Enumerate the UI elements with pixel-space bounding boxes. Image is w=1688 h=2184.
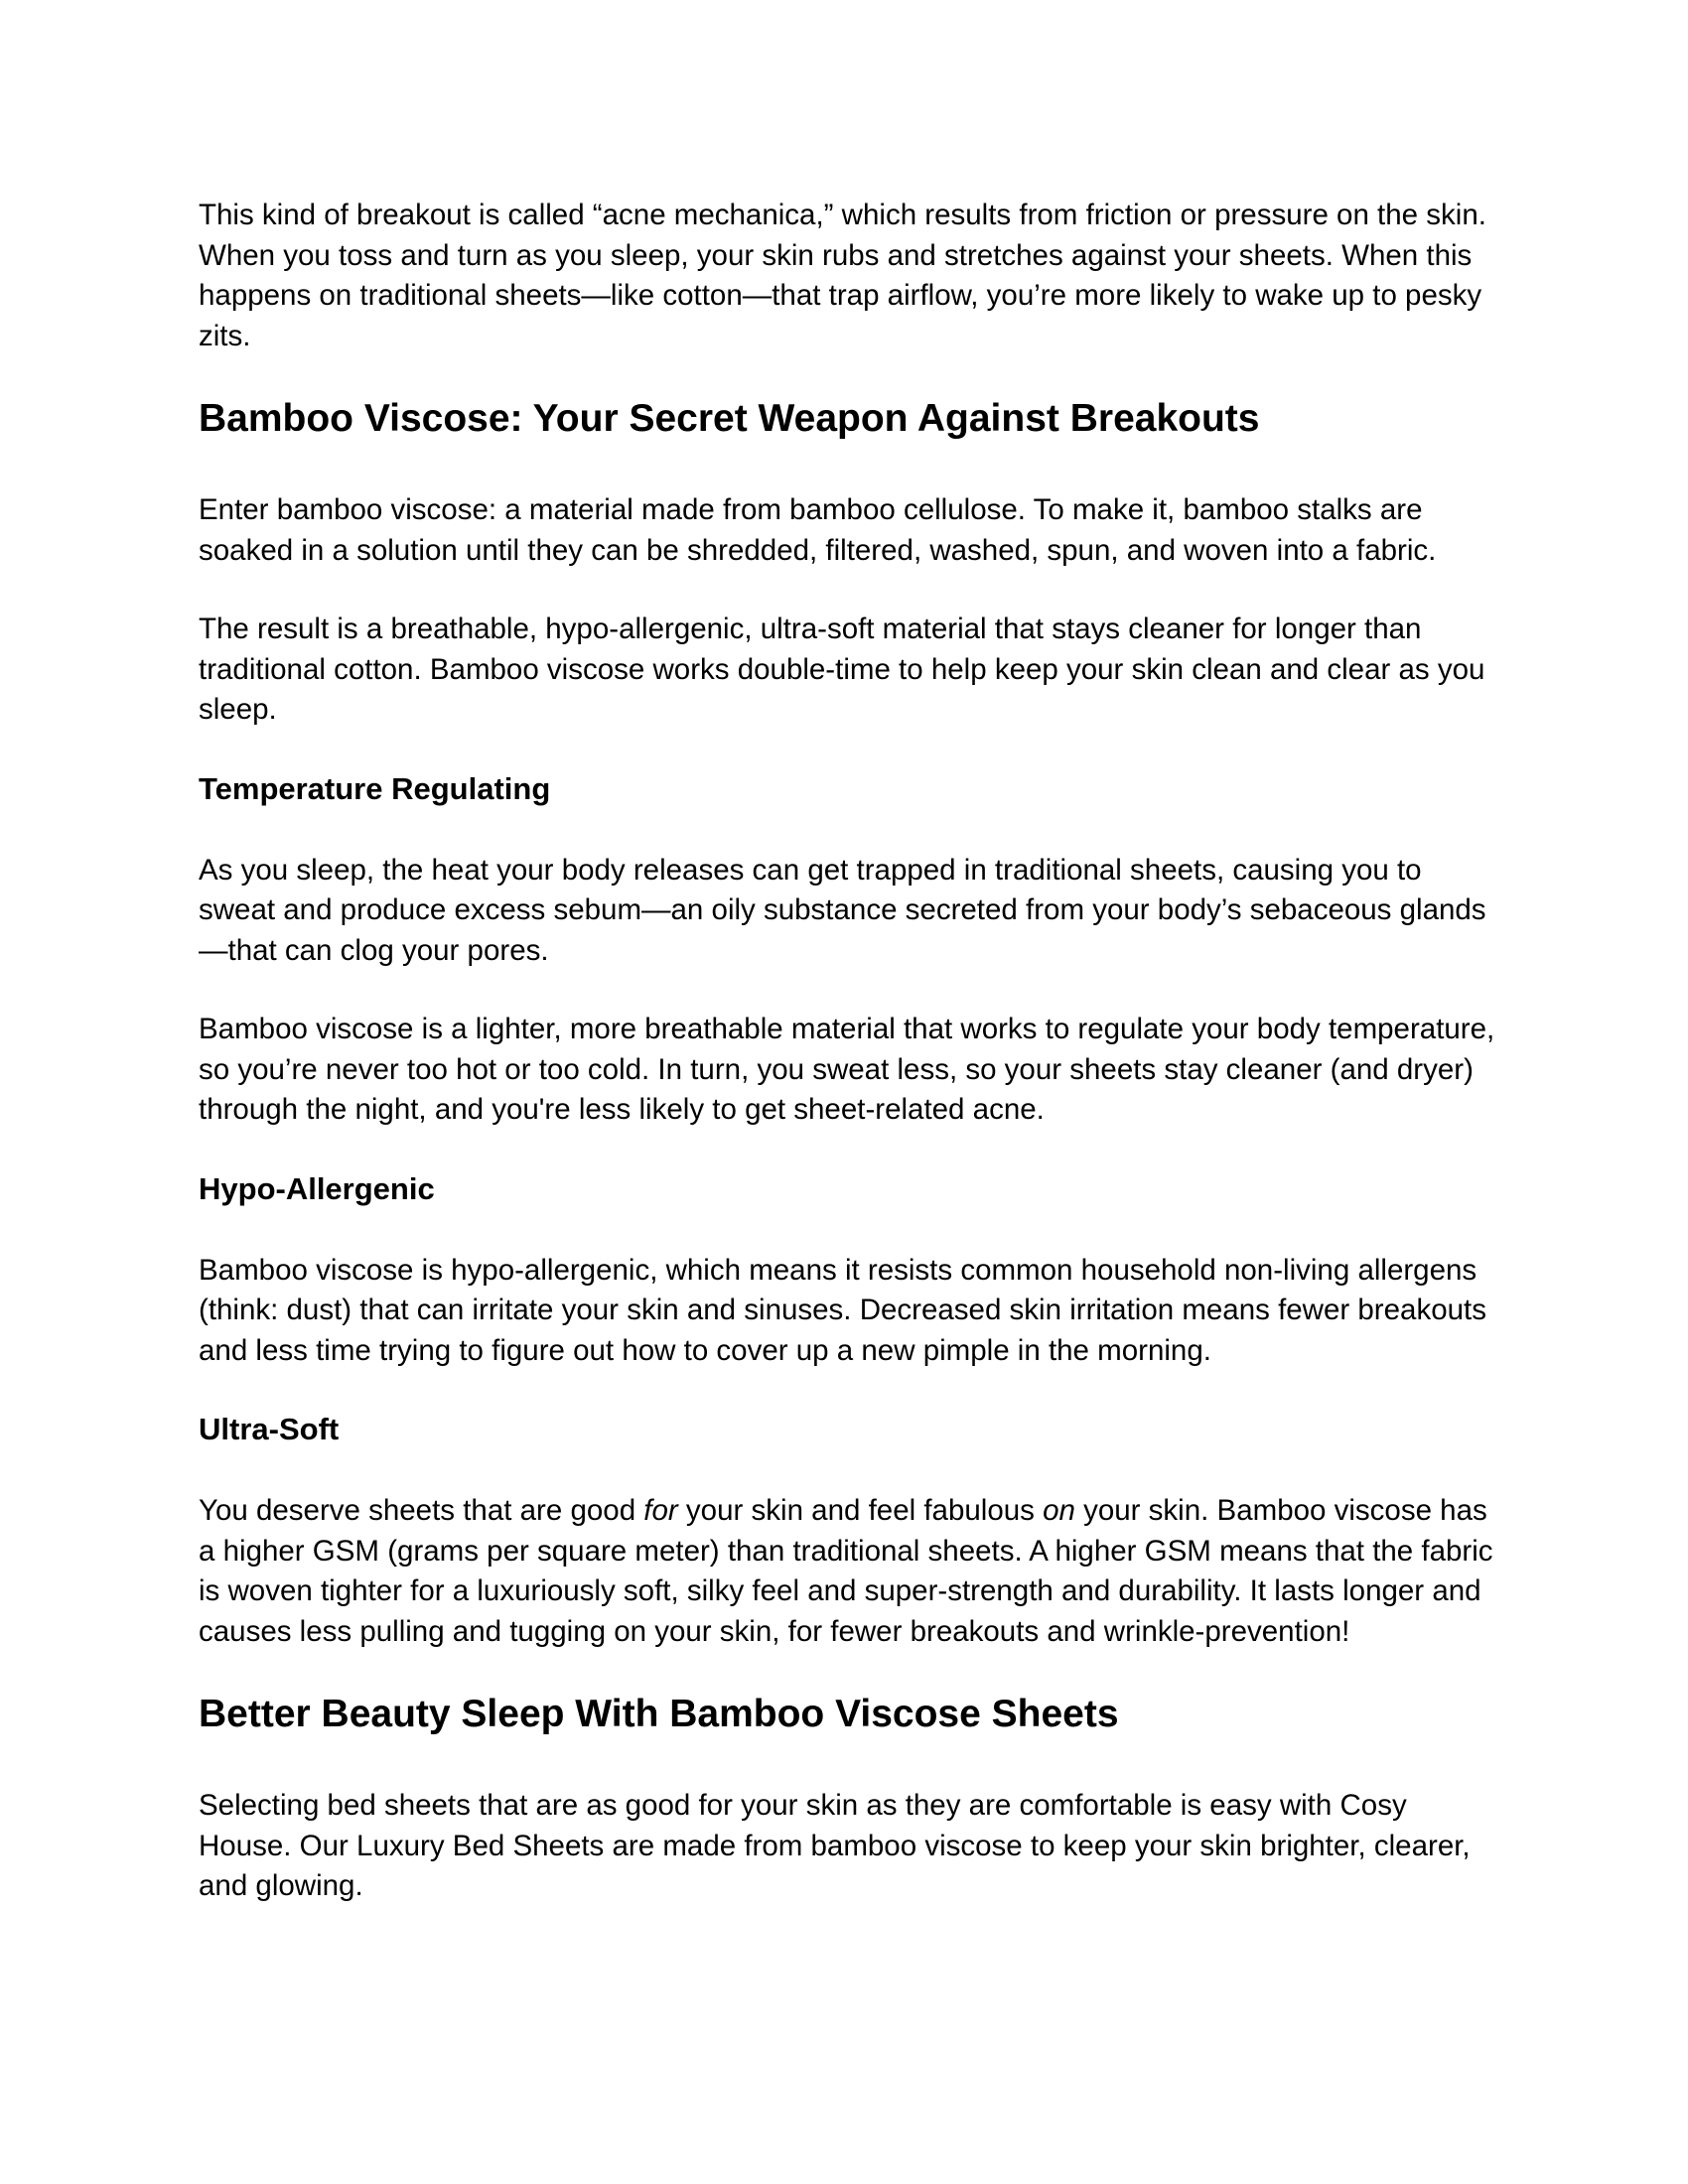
heading-bamboo-viscose: Bamboo Viscose: Your Secret Weapon Against Breakouts (199, 397, 1260, 440)
temperature-paragraph-2: Bamboo viscose is a lighter, more breathable material that works to regulate your body temperature, so you’re never too hot or too cold. In turn, you sweat less, so your sheets stay cleaner (and dryer) through the night, and you're less likely to get sheet-related acne. (199, 1013, 1495, 1126)
hypo-paragraph: Bamboo viscose is hypo-allergenic, which means it resists common household non-living allergens (think: dust) that can irritate your skin and sinuses. Decreased skin irritation means fewer breakouts and less time trying to figure out how to cover up a new pimple in the morning. (199, 1253, 1486, 1367)
soft-text-part-2: your skin and feel fabulous (677, 1494, 1044, 1527)
heading-better-beauty-sleep: Better Beauty Sleep With Bamboo Viscose Sheets (199, 1693, 1119, 1735)
intro-paragraph: This kind of breakout is called “acne mechanica,” which results from friction or pressure on the skin. When you toss and turn as you sleep, your skin rubs and stretches against your sheets. When this happens on traditional sheets—like cotton—that trap airflow, you’re more likely to wake up to pesky zits. (199, 199, 1486, 352)
document-body (199, 196, 1499, 1946)
bamboo-paragraph-1: Enter bamboo viscose: a material made from bamboo cellulose. To make it, bamboo stalks are soaked in a solution until they can be shredded, filtered, washed, spun, and woven into a fabric. (199, 493, 1437, 567)
heading-temperature-regulating: Temperature Regulating (199, 770, 551, 806)
temperature-paragraph-1: As you sleep, the heat your body releases can get trapped in traditional sheets, causing you to sweat and produce excess sebum—an oily substance secreted from your body’s sebaceous glands—that can clog your pores. (199, 853, 1486, 967)
soft-text-part-3: your skin. Bamboo viscose has a higher GSM (grams per square meter) than traditional sheets. A higher GSM means that the fabric is woven tighter for a luxuriously soft, silky feel and super-strength and durability. It lasts longer and causes less pulling and tugging on your skin, for fewer breakouts and wrinkle-prevention! (199, 1494, 1493, 1648)
heading-ultra-soft: Ultra-Soft (199, 1412, 340, 1446)
soft-text-part-1: You deserve sheets that are good (199, 1494, 644, 1527)
bamboo-paragraph-2: The result is a breathable, hypo-allergenic, ultra-soft material that stays cleaner for longer than traditional cotton. Bamboo viscose works double-time to help keep your skin clean and clear as you sleep. (199, 613, 1485, 726)
soft-emphasis-on: on (1043, 1494, 1075, 1527)
soft-paragraph (199, 1491, 1499, 1652)
soft-emphasis-for: for (643, 1494, 678, 1527)
better-paragraph: Selecting bed sheets that are as good for your skin as they are comfortable is easy with Cosy House. Our Luxury Bed Sheets are made from bamboo viscose to keep your skin brighter, clearer, and glowing. (199, 1789, 1471, 1902)
heading-hypo-allergenic: Hypo-Allergenic (199, 1170, 435, 1206)
